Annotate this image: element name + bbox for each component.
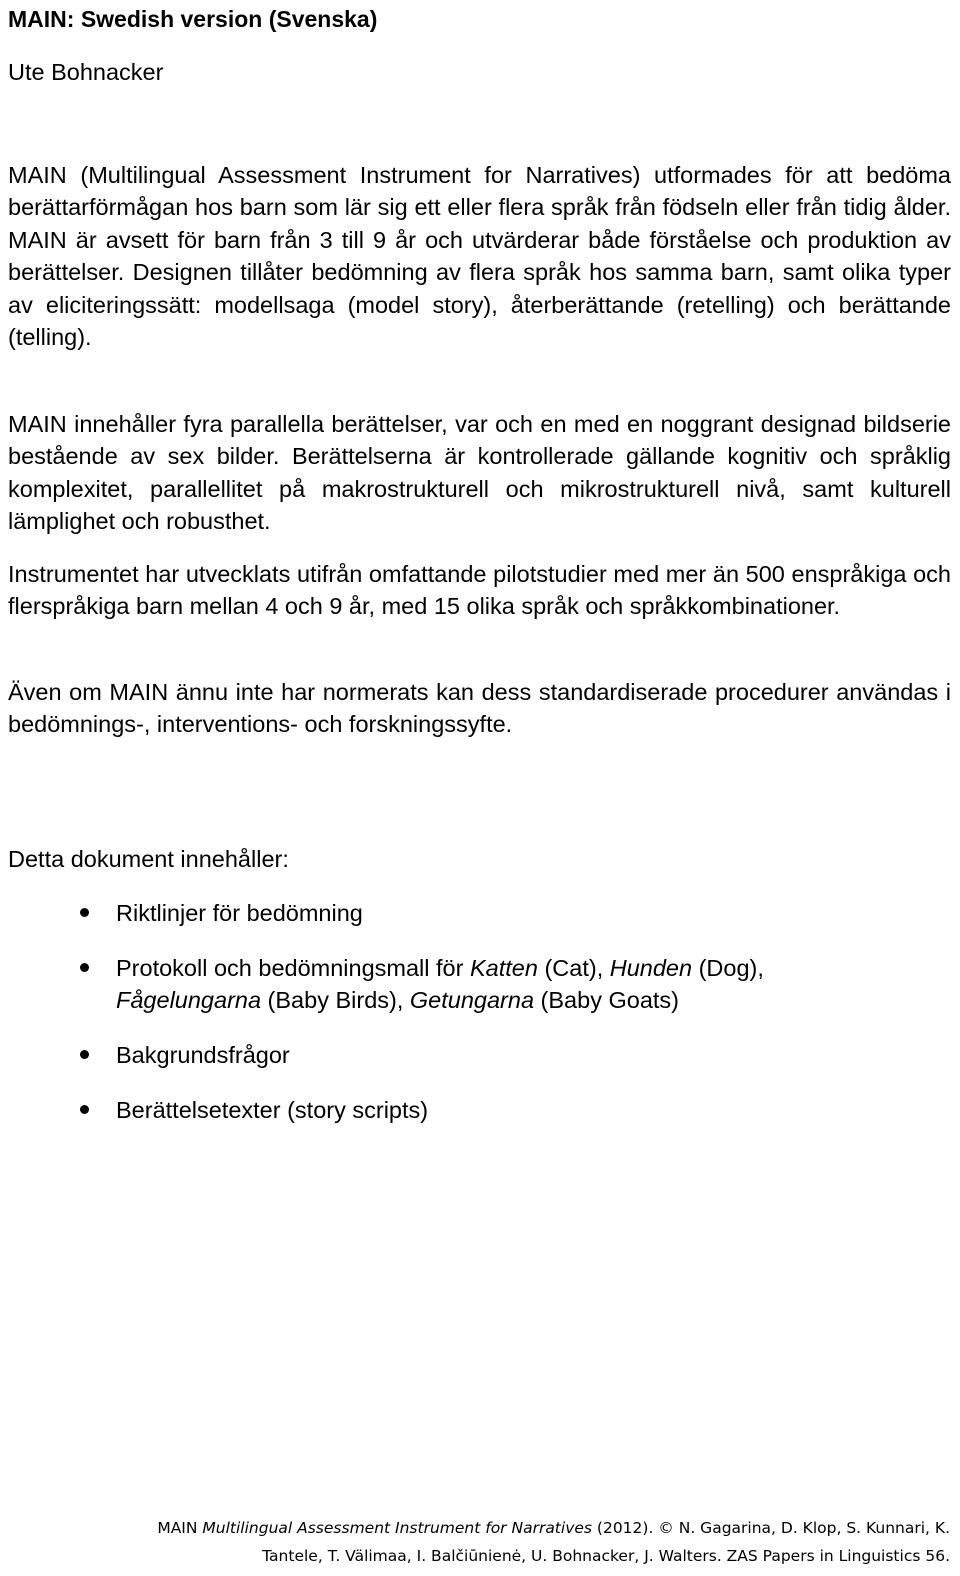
bullet-icon <box>80 963 89 972</box>
paragraph-norms: Även om MAIN ännu inte har normerats kan dess standardiserade procedurer användas i bedömnings-, interventions- och forskningssyfte. <box>8 679 951 738</box>
text-segment: Protokoll och bedömningsmall för <box>116 955 470 981</box>
text-segment: (Baby Birds), <box>261 987 410 1014</box>
footer-instrument-title: Multilingual Assessment Instrument for Narratives <box>202 1519 592 1537</box>
story-title-getungarna: Getungarna <box>409 987 535 1014</box>
text-segment: (Cat), <box>537 955 610 981</box>
story-title-fagelungarna: Fågelungarna <box>116 987 262 1014</box>
footer-text: (2012). © N. Gagarina, D. Klop, S. Kunnari, K. <box>591 1519 950 1537</box>
contents-heading: Detta dokument innehåller: <box>8 846 289 872</box>
list-item-text: Bakgrundsfrågor <box>116 1042 290 1068</box>
footer-text: MAIN <box>157 1519 203 1537</box>
page-footer <box>10 1514 950 1570</box>
text-segment: (Baby Goats) <box>534 987 680 1014</box>
document-title: MAIN: Swedish version (Svenska) <box>8 6 378 32</box>
list-item-text: Berättelsetexter (story scripts) <box>116 1097 429 1123</box>
paragraph-stories: MAIN innehåller fyra parallella berättelser, var och en med en noggrant designad bildserie bestående av sex bilder. Berättelserna är kontrollerade gällande kognitiv och språklig komplexitet, parallellitet på makrostrukturell och mikrostrukturell nivå, samt kulturell lämplighet och robusthet. <box>8 411 951 535</box>
paragraph-development: Instrumentet har utvecklats utifrån omfattande pilotstudier med mer än 500 enspråkiga och flerspråkiga barn mellan 4 och 9 år, med 15 olika språk och språkkombinationer. <box>8 561 951 620</box>
list-item-text <box>116 952 946 1017</box>
bullet-icon <box>80 1050 89 1059</box>
bullet-icon <box>80 908 89 917</box>
author-name: Ute Bohnacker <box>8 59 164 85</box>
story-title-hunden: Hunden <box>609 955 693 981</box>
bullet-icon <box>80 1105 89 1114</box>
story-title-katten: Katten <box>469 955 538 981</box>
paragraph-intro: MAIN (Multilingual Assessment Instrument for Narratives) utformades för att bedöma berättarförmågan hos barn som lär sig ett eller flera språk från födseln eller från tidig ålder. MAIN är avsett för barn från 3 till 9 år och utvärderar både förståelse och produktion av berättelser. Designen tillåter bedömning av flera språk hos samma barn, samt olika typer av eliciteringssätt: modellsaga (model story), återberättande (retelling) och berättande (telling). <box>8 162 951 351</box>
text-segment: (Dog), <box>692 955 764 981</box>
list-item-text: Riktlinjer för bedömning <box>116 900 363 926</box>
footer-line-2: Tantele, T. Välimaa, I. Balčiūnienė, U. Bohnacker, J. Walters. ZAS Papers in Linguistics 56. <box>262 1547 950 1565</box>
footer-line-1 <box>10 1514 950 1542</box>
